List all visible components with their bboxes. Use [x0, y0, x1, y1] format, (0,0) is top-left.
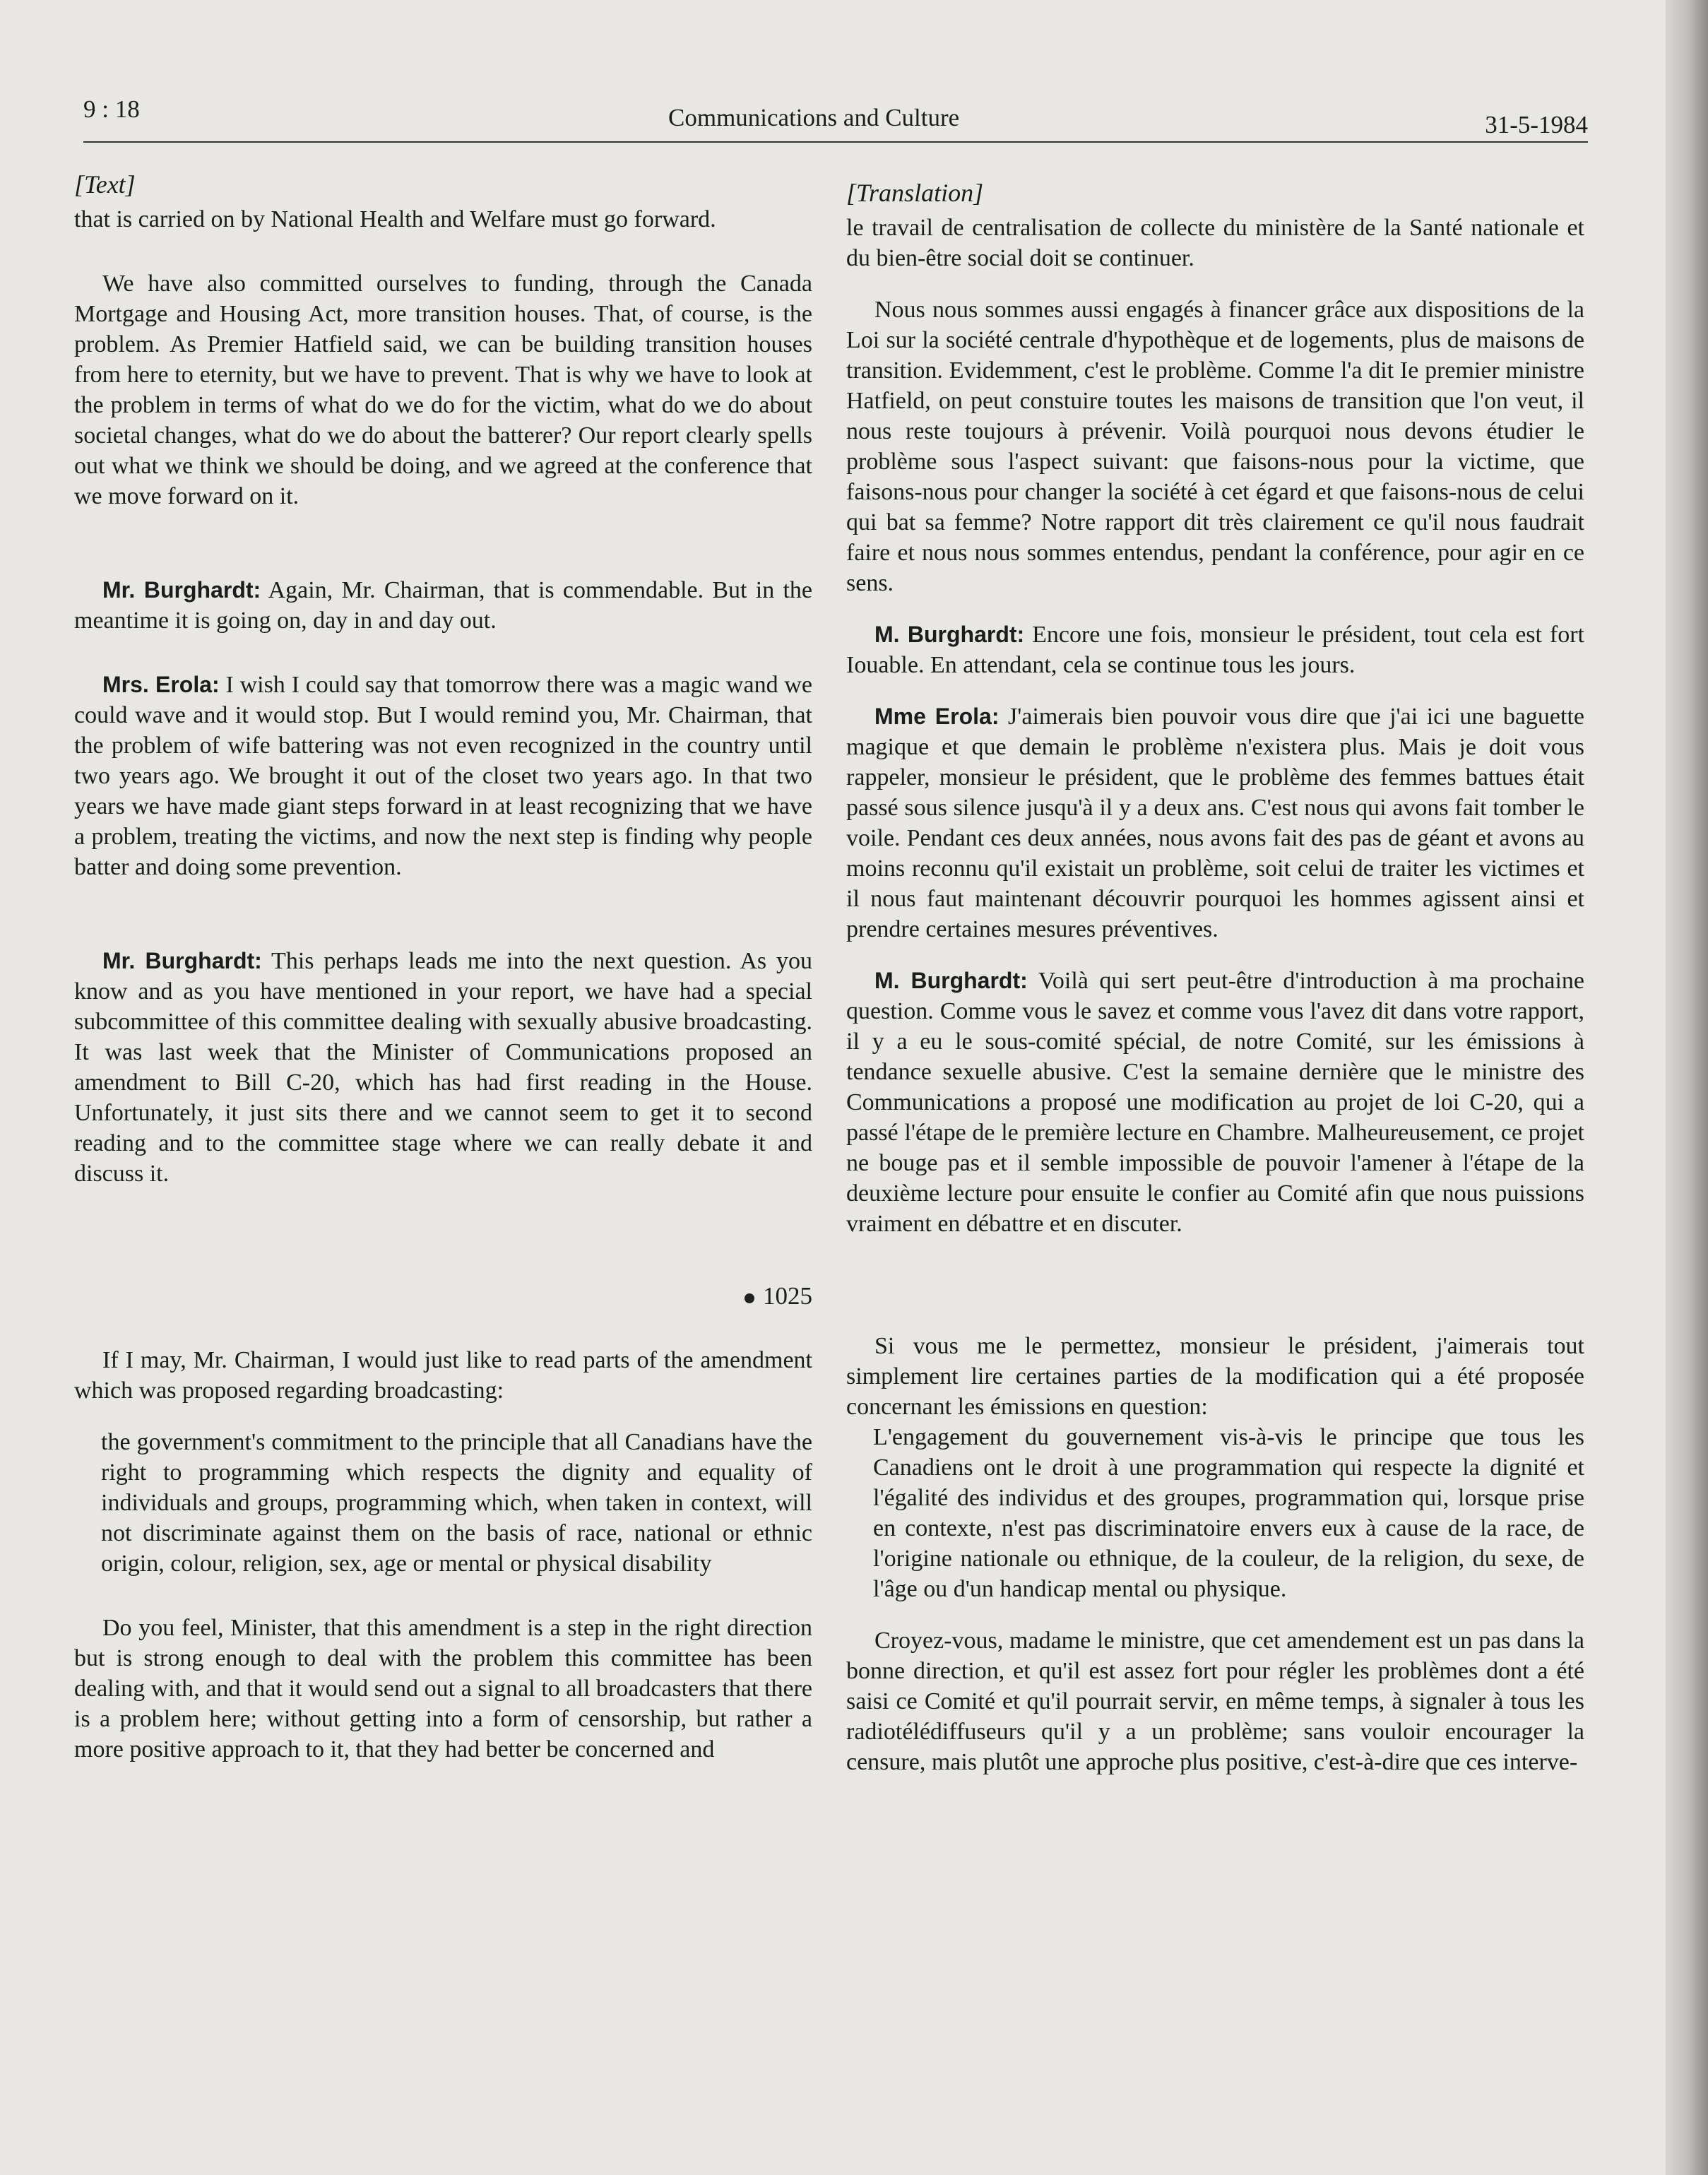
paragraph: [846, 701, 1584, 944]
paragraph: [74, 946, 812, 1189]
speech-text: I wish I could say that tomorrow there was a magic wand we could wave and it would stop. But I would remind you, Mr. Chairman, that the problem of wife battering was not even recognized in the country until two years ago. We brought it out of the closet two years ago. In that two years we have made giant steps forward in at least recognizing that we have a problem, treating the victims, and now the next step is finding why people batter and doing some prevention.: [74, 672, 813, 880]
paragraph: [74, 575, 812, 636]
paragraph: that is carried on by National Health and Welfare must go forward.: [74, 206, 716, 232]
paragraph: If I may, Mr. Chairman, I would just like to read parts of the amendment which was proposed regarding broadcasting:: [74, 1347, 812, 1404]
time-marker: [74, 1281, 812, 1311]
speaker-name: Mr. Burghardt:: [102, 577, 261, 603]
paragraph: Croyez-vous, madame le ministre, que cet amendement est un pas dans la bonne direction, et qu'il est assez fort pour régler les problèmes dont a été saisi ce Comité et qu'il pourrait servir, en même temps, à signaler à tous les radiotélédiffuseurs qu'il y a un problème; sans vouloir encourager la censure, mais plutôt une approche plus positive, c'est-à-dire que ces interve-: [846, 1628, 1584, 1775]
page-number: 9 : 18: [83, 95, 140, 123]
speaker-name: Mrs. Erola:: [102, 672, 220, 697]
paragraph: Nous nous sommes aussi engagés à financer grâce aux dispositions de la Loi sur la société centrale d'hypothèque et de logements, plus de maisons de transition. Evidemment, c'est le problème. Comme l'a dit Ie premier ministre Hatfield, on peut constuire toutes les maisons de transition que l'on veut, il nous reste toujours à prévenir. Voilà pourquoi nous devons étudier le problème sous l'aspect suivant: que faisons-nous pour la victime, que faisons-nous pour changer la société à cet égard et que faisons-nous de celui qui bat sa femme? Notre rapport dit très clairement ce qu'il nous faudrait faire et nous nous sommes entendus, pendant la conférence, pour agir en ce sens.: [846, 297, 1584, 596]
running-title: Communications and Culture: [668, 104, 960, 131]
paragraph: [74, 670, 812, 882]
quoted-amendment: the government's commitment to the principle that all Canadians have the right to programming which respects the dignity and equality of individuals and groups, programming which, when taken in context, will not discriminate against them on the basis of race, national or ethnic origin, colour, religion, sex, age or mental or physical disability: [101, 1429, 812, 1577]
speech-text: J'aimerais bien pouvoir vous dire que j'ai ici une baguette magique et que demain le problème n'existera plus. Mais je doit vous rappeler, monsieur le président, que le problème des femmes battues était passé sous silence jusqu'à il y a deux ans. C'est nous qui avons fait tomber le voile. Pendant ces deux années, nous avons fait des pas de géant et avons au moins reconnu qu'il existait un problème, soit celui de traiter les victimes et il nous faut maintenant découvrir pourquoi les hommes agissent ainsi et prendre certaines mesures préventives.: [846, 704, 1585, 942]
paragraph: Do you feel, Minister, that this amendment is a step in the right direction but is strong enough to deal with the problem this committee has been dealing with, and that it would send out a signal to all broadcasters that there is a problem here; without getting into a form of censorship, but rather a more positive approach to it, that they had better be concerned and: [74, 1615, 812, 1762]
paragraph: [846, 620, 1584, 680]
speech-text: This perhaps leads me into the next question. As you know and as you have mentioned in your report, we have had a special subcommittee of this committee dealing with sexually abusive broadcasting. It was last week that the Minister of Communications proposed an amendment to Bill C-20, which has had first reading in the House. Unfortunately, it just sits there and we cannot seem to get it to second reading and to the committee stage where we can really debate it and discuss it.: [74, 948, 813, 1187]
english-column: [74, 170, 812, 1765]
paragraph: Si vous me le permettez, monsieur le président, j'aimerais tout simplement lire certaines parties de la modification qui a été proposée concernant les émissions en question:: [846, 1333, 1584, 1420]
text-tag: [Text]: [74, 170, 136, 198]
quoted-amendment: L'engagement du gouvernement vis-à-vis le principe que tous les Canadiens ont le droit à une programmation qui respecte la dignité et l'égalité des individus et des groupes, programmation qui, lorsque prise en contexte, n'est pas discriminatoire envers eux à cause de la race, de l'origine nationale ou ethnique, de la couleur, de la religion, du sexe, de l'âge ou d'un handicap mental ou physique.: [873, 1424, 1584, 1602]
paragraph: [846, 966, 1584, 1239]
time-value: 1025: [763, 1282, 812, 1310]
paragraph: We have also committed ourselves to funding, through the Canada Mortgage and Housing Act, more transition houses. That, of course, is the problem. As Premier Hatfield said, we can be building transition houses from here to eternity, but we have to prevent. That is why we have to look at the problem in terms of what do we do for the victim, what do we do about societal changes, what do we do about the batterer? Our report clearly spells out what we think we should be doing, and we agreed at the conference that we move forward on it.: [74, 271, 812, 509]
speech-text: Again, Mr. Chairman, that is commendable. But in the meantime it is going on, day in and day out.: [74, 577, 813, 634]
french-column: [846, 178, 1584, 1777]
header-date: 31-5-1984: [1485, 111, 1588, 138]
speaker-name: Mme Erola:: [874, 704, 1000, 729]
speaker-name: M. Burghardt:: [874, 968, 1028, 993]
speaker-name: M. Burghardt:: [874, 622, 1025, 647]
bullet-icon: [745, 1293, 754, 1303]
page-header: [83, 95, 1588, 138]
paragraph: le travail de centralisation de collecte du ministère de la Santé nationale et du bien-être social doit se continuer.: [846, 215, 1584, 271]
translation-tag: [Translation]: [846, 179, 984, 207]
binding-edge: [1666, 0, 1708, 2175]
speaker-name: Mr. Burghardt:: [102, 948, 262, 973]
header-rule: [83, 141, 1588, 143]
speech-text: Voilà qui sert peut-être d'introduction à ma prochaine question. Comme vous le savez et comme vous l'avez dit dans votre rapport, il y a eu le sous-comité spécial, de notre Comité, sur les émissions à tendance sexuelle abusive. C'est la semaine dernière que le ministre des Communications a proposé une modification au projet de loi C-20, qui a passé l'étape de le première lecture en Chambre. Malheureusement, ce projet ne bouge pas et il semble impossible de pouvoir l'amener à l'étape de la deuxième lecture pour ensuite le confier au Comité afin que nous puissions vraiment en débattre et en discuter.: [846, 968, 1584, 1237]
speech-text: Encore une fois, monsieur le président, tout cela est fort Iouable. En attendant, cela se continue tous les jours.: [846, 622, 1584, 678]
